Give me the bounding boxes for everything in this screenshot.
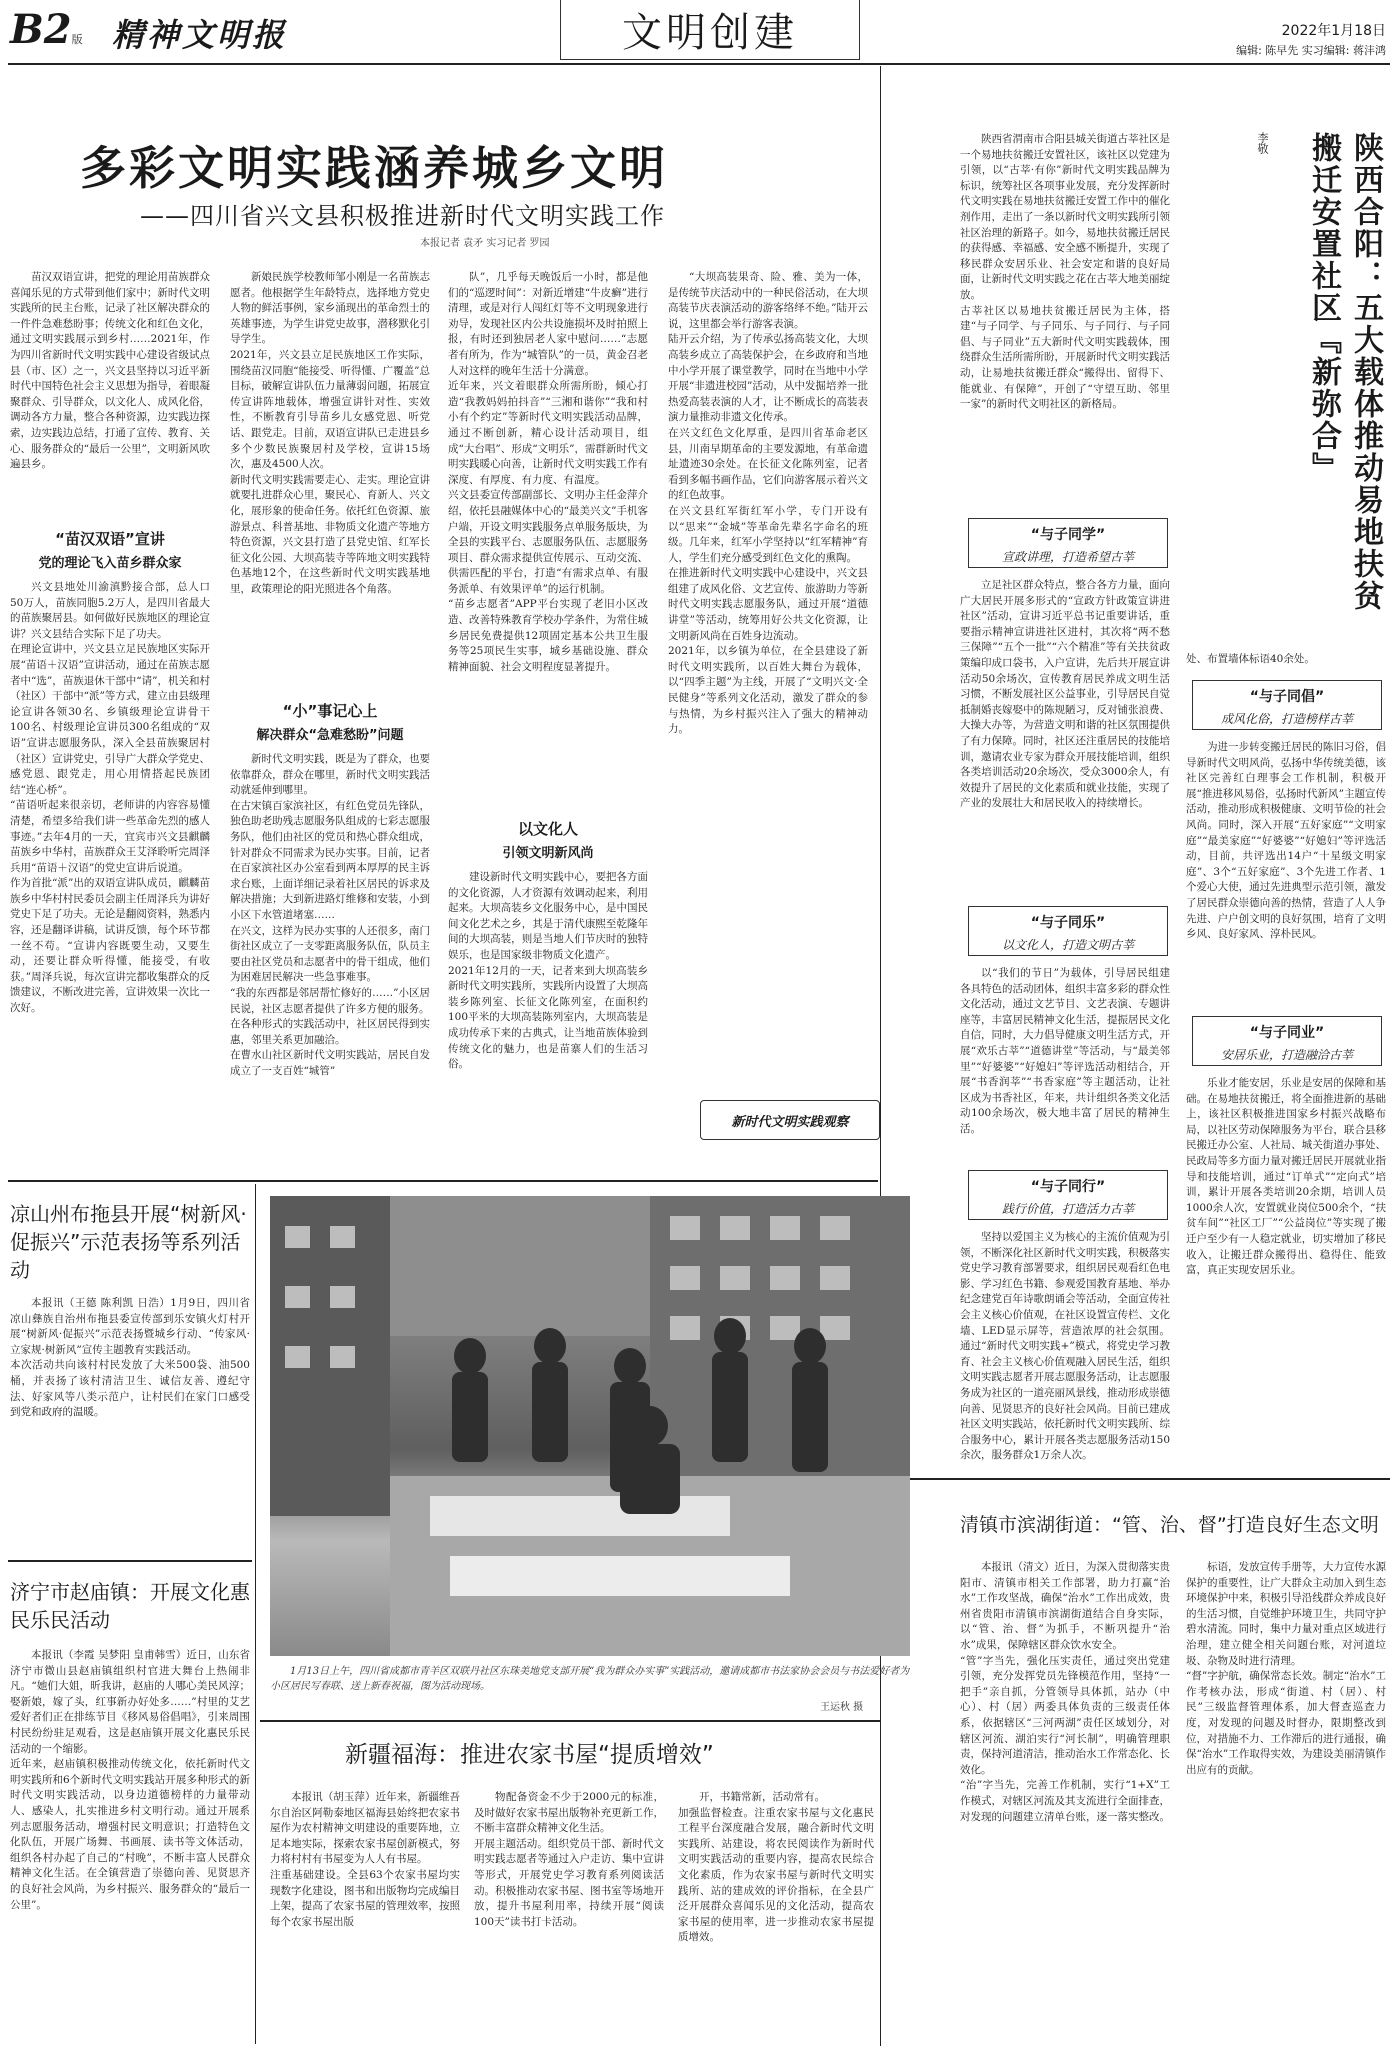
editors: 编辑: 陈早先 实习编辑: 蒋沣鸿 [1236, 44, 1386, 57]
left-divider [255, 1184, 256, 2044]
lead-heading-3-sub: 引领文明新风尚 [502, 846, 594, 861]
zhaomiao-body: 本报讯（李霞 吴梦阳 皇甫韩雪）近日，山东省济宁市微山县赵庙镇组织村官进大舞台上热闹非凡。“她们大姐，昕我讲，赵庙的人哪心美民风淳；娶新娘，嫁了头，红事新办好处多……”村里的艾艺爱好者们正在排练节目《移风易俗倡唱》，引来周围村民纷纷驻足观看，这是赵庙镇开展文化惠民乐民活动的一个缩影。 近年来，赵庙镇积极推动传统文化，依托新时代文明实践所和6个新时代文明实践站开展多种形式的新时代文明实践活动，以身边道德榜样的力量带动人、感染人，扎实推进乡村文明行动。通过开展系列志愿服务活动，增强村民文明意识；打造特色文化队伍，开展广场舞、书画展、读书等文体活动，组织各村办起了自己的“村晚”，不断丰富人民群众精神文化生活。在全镇营造了崇德向善、见贤思齐的良好社会风尚，为乡村振兴、服务群众的“最后一公里”。 [10, 1649, 250, 1911]
lead-byline: 本报记者 袁矛 实习记者 罗园 [420, 238, 550, 249]
observation-badge-text: 新时代文明实践观察 [731, 1114, 849, 1130]
fuhai-col3: 开，书籍常新，活动常有。 加强监督检查。注重农家书屋与文化惠民工程平台深度融合发展，融合新时代文明实践所、站建设，将农民阅读作为新时代文明实践活动的重要内容，提高农民综合文化素质，作为农家书屋与新时代文明实践所、站的建成效的评价指标，在全县广泛开展群众喜闻乐见的文化活动，提高农家书屋的使用率，进一步推动农家书屋提质增效。 [678, 1791, 874, 1944]
lead-title: 多彩文明实践涵养城乡文明 [80, 141, 668, 195]
heyang-section-2-head: “与子同乐” [1030, 915, 1106, 931]
heyang-section-3-body: 坚持以爱国主义为核心的主流价值观为引领，不断深化社区新时代文明实践，积极落实党史学习教育部署要求，组织居民观看红色电影、学习红色书籍、参观爱国教育基地、举办纪念建党百年诗歌朗诵会等活动，全面宣传社会主义核心价值观，在社区设置宣传栏、文化墙、LED显示屏等，营造浓厚的社会氛围。通过“新时代文明实践+”模式，将党史学习教育、社会主义核心价值观融入居民生活，组织文明实践志愿者开展志愿服务活动，让志愿服务成为社区的一道亮丽风景线，推动形成崇德向善、见贤思齐的良好社会风尚。目前已建成社区文明实践站，依托新时代文明实践所、综合服务中心，累计开展各类志愿服务活动150余次，服务群众1万余人次。 [960, 1231, 1170, 1462]
fuhai-col2: 物配备资金不少于2000元的标准，及时做好农家书屋出版物补充更新工作，不断丰富群众精神文化生活。 开展主题活动。组织党员干部、新时代文明实践志愿者等通过入户走访、集中宣讲等形式，开展党史学习教育系列阅读活动。积极推动农家书屋、图书室等场地开放，提升书屋利用率，持续开展“阅读100天”读书打卡活动。 [474, 1791, 664, 1928]
qingzhen-col2: 标语，发放宣传手册等，大力宣传水源保护的重要性，让广大群众主动加入到生态环境保护中来，积极引导沿线群众养成良好的生活习惯，自觉维护环境卫生，共同守护碧水清流。同时，集中力量对重点区域进行治理，建立健全相关问题台账，对河道垃圾、杂物及时进行清理。 “督”字护航，确保常态长效。制定“治水”工作考核办法，形成“街道、村（居）、村民”三级监督管理体系，加大督查巡查力度，对发现的问题及时督办，限期整改到位，对措施不力、工作滞后的进行通报，确保“治水”工作取得实效，为建设美丽清镇作出应有的贡献。 [1186, 1561, 1386, 1776]
heyang-section-2-body: 以“我们的节日”为载体，引导居民组建各具特色的活动团体，组织丰富多彩的群众性文化活动，通过文艺节目、文艺表演、专题讲座等，丰富居民精神文化生活，提振居民文化自信，同时，大力倡导健康文明生活方式，开展“欢乐古莘”“道德讲堂”等活动，与“最美邻里”“好婆婆”“好媳妇”等评选活动相结合，开展“书香润莘”“书香家庭”等主题活动，让社区成为书香社区，年来，共计组织各类文化活动100余场次，极大地丰富了居民的精神生活。 [960, 967, 1170, 1135]
lead-col3-body: 建设新时代文明实践中心，要把各方面的文化资源，人才资源有效调动起来，利用起来。大坝高装乡文化服务中心，是中国民间文化艺术之乡，其是于清代康熙至乾隆年间的大坝高装，则是当地人们节庆时的独特娱乐，也是国家级非物质文化遗产。 2021年12月的一天，记者来到大坝高装乡新时代文明实践所，实践所内设置了大坝高装乡陈列室、长征文化陈列室，在面积约100平米的大坝高装陈列室内，大坝高装是成功传承下来的古典式，让当地苗族体验到传统文化的魅力，也是苗寨人们的生活习俗。 [448, 871, 648, 1071]
paper-name: 精神文明报 [112, 16, 288, 54]
observation-badge [700, 1100, 880, 1140]
heyang-section-4-sub: 成风化俗，打造榜样古莘 [1220, 712, 1353, 726]
issue-date: 2022年1月18日 [1281, 23, 1386, 39]
lead-heading-1-sub: 党的理论飞入苗乡群众家 [38, 556, 182, 571]
lead-heading-2-sub: 解决群众“急难愁盼”问题 [256, 728, 404, 743]
heyang-section-3-sub: 践行价值，打造活力古莘 [1001, 1202, 1134, 1216]
page-number: B2版 [10, 6, 83, 53]
fuhai-col1: 本报讯（胡玉萍）近年来，新疆维吾尔自治区阿勒泰地区福海县始终把农家书屋作为农村精神文明建设的重要阵地，立足本地实际，探索农家书屋创新模式，努力将村村有书屋变为人人有书屋。 注重基础建设。全县63个农家书屋均实现数字化建设，图书和出版物均完成编目上架，提高了农家书屋的管理效率，按照每个农家书屋出版 [270, 1791, 460, 1928]
qingzhen-col1: 本报讯（清文）近日，为深入贯彻落实贵阳市、清镇市相关工作部署，助力打赢“治水”工作攻坚战，确保“治水”工作出成效，贵州省贵阳市清镇市滨湖街道结合自身实际，以“管、治、督”为抓手，不断巩提升“治水”成果，保障辖区群众饮水安全。 “管”字当先，强化压实责任，通过突出党建引领，充分发挥党员先锋模范作用，坚持“一把手”亲自抓，分管领导具体抓，站办（中心）、村（居）两委具体负责的三级责任体系，依据辖区“三河两湖”责任区域划分，对辖区河流、湖泊实行“河长制”，明确管理职责，保持河道清洁，推动治水工作常态化、长效化。 “治”字当先，完善工作机制，实行“1+X”工作模式，对辖区河流及其支流进行全面排查，对发现的问题建立清单台账，逐一落实整改。 [960, 1561, 1170, 1823]
lead-subtitle: ——四川省兴文县积极推进新时代文明实践工作 [140, 202, 665, 230]
lead-heading-2: “小”事记心上 [282, 702, 378, 720]
section-title [560, 0, 860, 60]
right-rule [884, 1478, 1390, 1480]
heyang-section-1-head: “与子同学” [1030, 527, 1106, 543]
zhaomiao-title: 济宁市赵庙镇：开展文化惠民乐民活动 [10, 1580, 250, 1632]
heyang-section-5-head: “与子同业” [1249, 1025, 1325, 1041]
lead-heading-1: “苗汉双语”宣讲 [55, 530, 165, 548]
lead-bottom-rule [8, 1180, 878, 1182]
heyang-intro: 陕西省渭南市合阳县城关街道古莘社区是一个易地扶贫搬迁安置社区，该社区以党建为引领，以“古莘·有你”新时代文明实践品牌为标识，统筹社区各项事业发展，充分发挥新时代文明实践在易地扶贫搬迁安置工作中的催化剂作用，走出了一条以新时代文明实践所引领社区治理的新路子。如今，易地扶贫搬迁居民的获得感、幸福感、安全感不断提升，实现了移民群众安居乐业、社会安定和谐的良好局面，让新时代文明实践之花在古莘大地美丽绽放。 古莘社区以易地扶贫搬迁居民为主体，搭建“与子同学、与子同乐、与子同行、与子同倡、与子同业”五大新时代文明实践载体，围绕群众生活所需所盼，开展新时代文明实践活动，让易地扶贫搬迁群众“搬得出、留得下、能就业、有保障”，开创了“守望互助、邻里一家”的新时代文明社区的新格局。 [960, 133, 1170, 411]
qingzhen-title: 清镇市滨湖街道：“管、治、督”打造良好生态文明 [960, 1514, 1379, 1536]
heyang-section-1-body: 立足社区群众特点，整合各方力量，面向广大居民开展多形式的“宣政方针政策宣讲进社区”活动，宣讲习近平总书记重要讲话，重要指示精神宣讲进社区进村，其次将“两不愁三保障”“五个一批”“六个精准”等有关扶贫政策编印成口袋书，入户宣讲，先后共开展宣讲活动50余场次，宣传教育居民养成文明生活习惯，不断发展社区公益事业，引导居民自觉抵制婚丧嫁娶中的陈规陋习，反对铺张浪费、大操大办等，为营造文明和谐的社区氛围提供了有力保障。同时，社区还注重居民的技能培训，邀请农业专家为群众开展技能培训，组织各类培训活动20余场次，受众3000余人，有效提升了居民的文化素质和就业技能，实现了产业的发展壮大和居民收入的持续增长。 [960, 579, 1170, 810]
lead-col1-body: 兴文县地处川渝滇黔接合部，总人口50万人，苗族同胞5.2万人，是四川省最大的苗族聚居县。如何做好民族地区的理论宣讲？兴文县结合实际下足了功夫。 在理论宣讲中，兴文县立足民族地区实际开展“苗语＋汉语”宣讲活动，通过在苗族志愿者中“选”，苗族退休干部中“请”，机关和村（社区）干部中“派”等方式，建立由县级理论宣讲各领30名、乡镇级理论宣讲骨干100名、村级理论宣讲员300名组成的“双语”宣讲志愿服务队，深入全县苗族聚居村（社区）宣讲党史，引导广大群众学党史、感党恩、跟党走，用心用情搭起民族团结“连心桥”。 “苗语听起来很亲切，老师讲的内容容易懂清楚，希望多给我们讲一些革命先烈的感人事迹。”去年4月的一天，宜宾市兴文县麒麟苗族乡中华村，苗族群众王艾泽聆听完周泽兵用“苗语＋汉语”的党史宣讲后说道。 作为首批“派”出的双语宣讲队成员，麒麟苗族乡中华村村民委员会副主任周泽兵为讲好党史下足了功夫。无论是翻阅资料，熟悉内容，还是翻译讲稿，试讲反馈，每个环节都一丝不苟。“宣讲内容既要生动，又要生动，还要让群众听得懂，能接受，有收获。”周泽兵说，每次宣讲完都收集群众的反馈建议，不断改进完善，宣讲效果一次比一次好。 [10, 581, 210, 1015]
lead-col4: “大坝高装果奇、险、雅、美为一体，是传统节庆活动中的一种民俗活动，在大坝高装节庆表演活动的游客络绎不绝。”陆开云说，这里都会举行游客表演。 陆开云介绍，为了传承弘扬高装文化，大坝高装乡成立了高装保护会，在乡政府和当地中小学开展了课堂教学，同时在当地中小学开展“非遗进校园”活动，从中发掘培养一批热爱高装表演的人才，让不断成长的高装表演力量推动非遗文化传承。 在兴文红色文化厚重，是四川省革命老区县，川南早期革命的主要发源地，有革命遗址遗迹30余处。在长征文化陈列室，记者看到多幅书画作品，它们向游客展示着兴文的红色故事。 在兴文县红军街红军小学，专门开设有以“思来”“金城”等革命先辈名字命名的班级。几年来，红军小学坚持以“红军精神”育人，学生们充分感受到红色文化的熏陶。 在推进新时代文明实践中心建设中，兴文县组建了成风化俗、文艺宣传、旅游助力等新时代文明实践志愿服务队，通过开展“道德讲堂”等活动，统筹用好公共文化资源，让文明新风尚在百姓身边流动。 2021年，以乡镇为单位，在全县建设了新时代文明实践所，以百姓大舞台为载体，以“四季主题”为主线，开展了“文明兴文·全民健身”等系列文化活动，激发了群众的参与热情，为乡村振兴注入了强大的精神动力。 [668, 271, 868, 736]
heyang-section-1-sub: 宣政讲理，打造希望古莘 [1001, 550, 1134, 564]
photo-illustration [270, 1196, 910, 1656]
page-suffix: 版 [71, 33, 83, 46]
heyang-section-5-sub: 安居乐业，打造融洽古莘 [1220, 1048, 1353, 1062]
heyang-section-5-body: 乐业才能安居，乐业是安居的保障和基础。在易地扶贫搬迁，将全面推进新的基础上，该社区积极推进国家乡村振兴战略布局，以社区劳动保障服务为平台，联合县移民搬迁办公室、人社局、城关街道办事处、民政局等多方面力量对搬迁居民开展就业指导和技能培训，通过“订单式”“定向式”培训，累计开展各类培训20余期，培训人员1000余人次，安置就业岗位500余个，“扶贫车间”“社区工厂”“公益岗位”等实现了搬迁户至少有一人稳定就业，切实增加了移民收入，让搬迁群众搬得出、稳得住、能致富，真正实现安居乐业。 [1186, 1077, 1386, 1277]
fuhai-title: 新疆福海：推进农家书屋“提质增效” [345, 1742, 714, 1768]
photo-caption-text: 1月13日上午，四川省成都市青羊区双联丹社区东珠美地党支部开展“我为群众办实事”实践活动，邀请成都市书法家协会会员与书法爱好者为小区居民写春联、送上新春祝福，图为活动现场。 [270, 1666, 910, 1692]
heyang-section-3-head: “与子同行” [1030, 1179, 1106, 1195]
photo-bottom-rule [260, 1720, 880, 1722]
heyang-col-b-start: 处、布置墙体标语40余处。 [1186, 653, 1315, 665]
lead-col1: 苗汉双语宣讲，把党的理论用苗族群众喜闻乐见的方式带到他们家中；新时代文明实践所的民主台账，记录了社区解决群众的一件件急难愁盼事；传统文化和红色文化，通过文明实践展示到乡村……2021年，作为四川省新时代文明实践中心建设省级试点县（市、区）之一，兴文县坚持以习近平新时代中国特色社会主义思想为指导，着眼凝聚群众、引导群众，以文化人、成风化俗，调动各方力量，整合各种资源，边实践边探索，边实践边总结，打通了宣传、教育、关心、服务群众的“最后一公里”，文明新风吹遍县乡。 [10, 271, 210, 471]
heyang-section-4-head: “与子同倡” [1249, 689, 1325, 705]
heyang-author: 李敬 [1256, 132, 1269, 154]
lead-col3: 队”，几乎每天晚饭后一小时，都是他们的“巡逻时间”：对新近增建“牛皮癣”进行清理，或是对行人闯红灯等不文明现象进行劝导，发现社区内公共设施损坏及时拍照上报，有时还到独居老人家中慰问……“志愿者有所为，作为“城管队”的一员，黄金召老人对这样的晚年生活十分满意。 近年来，兴文着眼群众所需所盼，倾心打造“我教妈妈拍抖音”“三湘和谐你”“我和村小有个约定”等新时代文明实践活动品牌，通过不断创新，精心设计活动项目，组成“大台唱”、形成“文明乐”，需群新时代文明实践暖心向善，让新时代文明实践工作有深度、有厚度、有力度、有温度。 兴文县委宣传部副部长、文明办主任金萍介绍，依托县融媒体中心的“最美兴文”手机客户端，开设文明实践服务点单服务版块，为全县的实践平台、志愿服务队伍、志愿服务项目、群众需求提供宣传展示、互动交流、供需匹配的平台，打造“有需求点单、有服务派单、有效果评单”的运行机制。 “苗乡志愿者”APP平台实现了老旧小区改造、改善特殊教育学校办学条件，为常住城乡居民免费提供12项固定基本公共卫生服务等25项民生实事，城乡基础设施、群众精神面貌、社会文明程度显著提升。 [448, 271, 648, 673]
butuo-body: 本报讯（王德 陈利凯 日浩）1月9日，四川省凉山彝族自治州布拖县委宣传部到乐安镇火灯村开展“树新风·促振兴”示范表扬暨城乡行动、“传家风·立家规·树新风”宣传主题教育实践活动。 本次活动共向该村村民发放了大米500袋、油500桶，并表扬了该村清洁卫生、诚信友善、遵纪守法、好家风等八类示范户，让村民们在家门口感受到党和政府的温暖。 [10, 1297, 250, 1419]
butuo-title: 凉山州布拖县开展“树新风·促振兴”示范表扬等系列活动 [10, 1202, 247, 1282]
photo-credit: 王运秋 摄 [820, 1702, 864, 1713]
lead-heading-3: 以文化人 [517, 820, 578, 838]
left-mid-rule [8, 1560, 252, 1562]
news-photo [270, 1196, 910, 1656]
heyang-title: 陕西合阳：五大载体推动易地扶贫搬迁安置社区『新弥合』 [1306, 132, 1383, 612]
heyang-section-4-body: 为进一步转变搬迁居民的陈旧习俗，倡导新时代文明风尚，弘扬中华传统美德，该社区完善红白理事会工作机制，积极开展“推进移风易俗，弘扬时代新风”主题宣传活动，推动形成积极健康、文明节俭的社会风尚。同时，深入开展“五好家庭”“文明家庭”“最美家庭”“好婆婆”“好媳妇”等评选活动，目前，共评选出14户“十星级文明家庭”、3个“五好家庭”、3个先进工作者、1个爱心大使，通过先进典型示范引领，激发了居民群众崇德向善的热情，营造了人人争先进、户户创文明的良好氛围，培育了文明乡风、良好家风、淳朴民风。 [1186, 741, 1386, 941]
lead-col2-body: 新时代文明实践，既是为了群众，也要依靠群众，群众在哪里，新时代文明实践活动就延伸到哪里。 在古宋镇百家滨社区，有红色党员先锋队，独色助老助残志愿服务队组成的七彩志愿服务队，他们由社区的党员和热心群众组成，针对群众不同需求为民办实事。目前，记者在百家滨社区办公室看到两本厚厚的民主诉求台账，上面详细记录着社区居民的诉求及解决措施；大到新进路灯维修和安装，小到小区下水管道堵塞…… 在兴文，这样为民办实事的人还很多，南门街社区成立了一支零距离服务队伍，队员主要由社区党员和志愿者中的骨干组成，他们为困难居民解决一些急事难事。 “我的东西都是邻居帮忙修好的……”小区居民说，社区志愿者提供了许多方便的服务。 在各种形式的实践活动中，社区居民得到实惠，邻里关系更加融洽。 在曹水山社区新时代文明实践站，居民自发成立了一支百姓“城管” [230, 753, 430, 1077]
photo-caption [270, 1664, 910, 1694]
lead-col2: 新娘民族学校教师邹小刚是一名苗族志愿者。他根据学生年龄特点，选择地方党史人物的鲜活事例，家乡涌现出的革命烈士的英雄事迹，为学生讲党史故事，潜移默化引导学生。 2021年，兴文县立足民族地区工作实际，围绕苗汉同胞“能接受、听得懂、广覆盖”总目标，破解宣讲队伍力量薄弱问题，拓展宣传宣讲阵地载体，增强宣讲针对性、实效性，不断教育引导苗乡儿女感党恩、听党话、跟党走。目前，双语宣讲队已走进县乡多个少数民族聚居村及学校，宣讲15场次，惠及4500人次。 新时代文明实践需要走心、走实。理论宣讲就要扎进群众心里，聚民心、育新人、兴文化，展形象的使命任务。依托红色资源、旅游景点、科普基地、非物质文化遗产等地方特色资源，兴文县打造了县党史馆、红军长征文化公园、大坝高装寺等阵地文明实践特色基地12个，在这些新时代文明实践基地里，政策理论的阳光照进各个角落。 [230, 271, 430, 595]
masthead-rule [8, 63, 1390, 65]
heyang-section-2-sub: 以文化人，打造文明古莘 [1001, 938, 1134, 952]
section-title-text: 文明创建 [622, 10, 798, 56]
